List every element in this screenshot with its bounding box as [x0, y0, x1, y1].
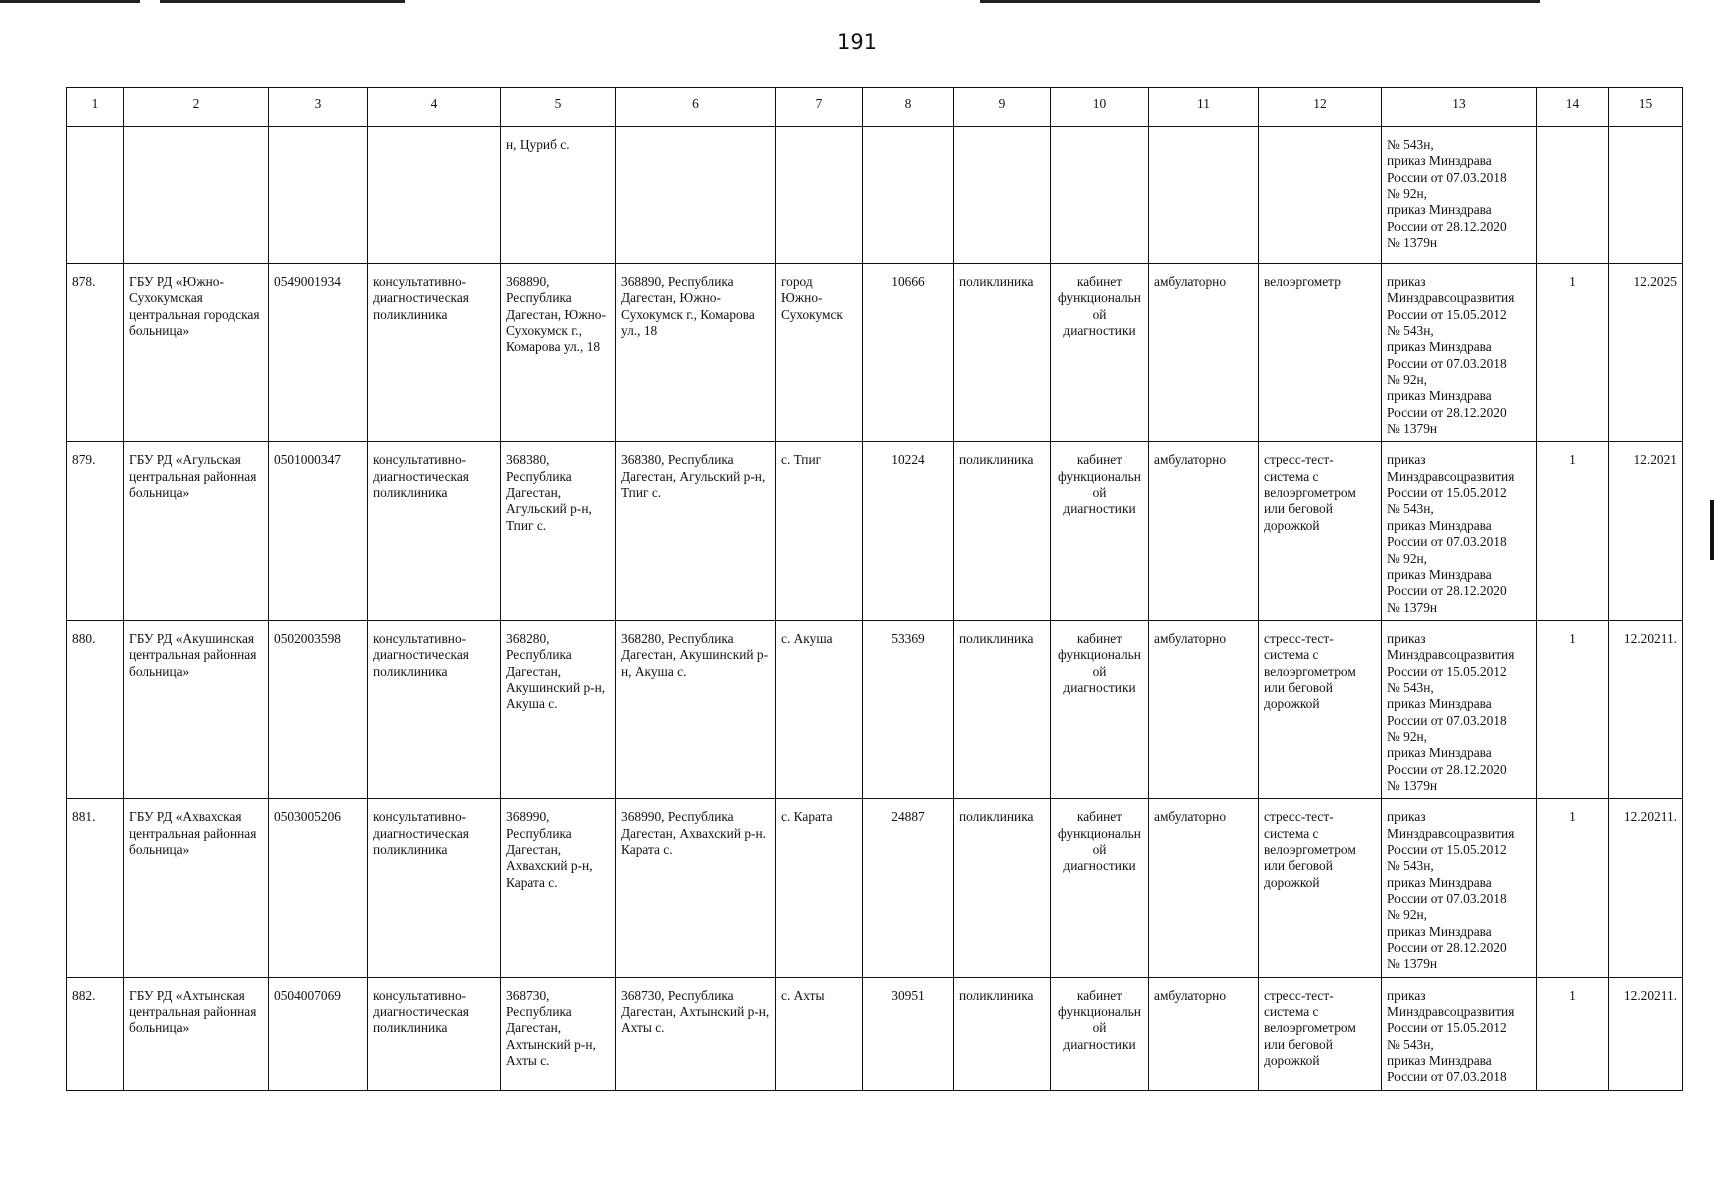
empty-cell — [1609, 127, 1683, 264]
empty-cell — [776, 127, 863, 264]
department: кабинет функциональной диагностики — [1051, 442, 1149, 620]
row-number: 880. — [67, 620, 124, 798]
scan-edge-line — [160, 0, 405, 3]
settlement: с. Тпиг — [776, 442, 863, 620]
equipment: стресс-тест-система с велоэргометром или беговой дорожкой — [1259, 977, 1382, 1090]
column-number: 9 — [954, 88, 1051, 127]
quantity: 1 — [1537, 977, 1609, 1090]
row-number: 879. — [67, 442, 124, 620]
column-number: 14 — [1537, 88, 1609, 127]
facility-type: консультативно-диагностическая поликлиника — [368, 620, 501, 798]
quantity: 1 — [1537, 799, 1609, 977]
department: кабинет функциональной диагностики — [1051, 620, 1149, 798]
date: 12.20211. — [1609, 799, 1683, 977]
care-form: амбулаторно — [1149, 264, 1259, 442]
organization-name: ГБУ РД «Южно-Сухокумская центральная городская больница» — [124, 264, 269, 442]
address-legal: 368890, Республика Дагестан, Южно-Сухокумск г., Комарова ул., 18 — [501, 264, 616, 442]
column-number: 5 — [501, 88, 616, 127]
row-number: 882. — [67, 977, 124, 1090]
scan-edge-mark — [1710, 500, 1714, 560]
empty-cell — [1051, 127, 1149, 264]
quantity: 1 — [1537, 620, 1609, 798]
row-number: 881. — [67, 799, 124, 977]
care-form: амбулаторно — [1149, 799, 1259, 977]
unit: поликлиника — [954, 977, 1051, 1090]
organization-name: ГБУ РД «Акушинская центральная районная больница» — [124, 620, 269, 798]
column-number: 1 — [67, 88, 124, 127]
address-legal-cell: н, Цуриб с. — [501, 127, 616, 264]
normative-docs: приказ Минздравсоцразвития России от 15.05.2012 № 543н, приказ Минздрава России от 07.03.2018 № 92н, приказ Минздрава России от 28.12.2020 № 1379н — [1382, 620, 1537, 798]
table-row — [67, 442, 1683, 620]
address-actual: 368990, Республика Дагестан, Ахвахский р-н. Карата с. — [616, 799, 776, 977]
department: кабинет функциональной диагностики — [1051, 264, 1149, 442]
inn-code: 0549001934 — [269, 264, 368, 442]
equipment: велоэргометр — [1259, 264, 1382, 442]
column-number: 12 — [1259, 88, 1382, 127]
organization-name: ГБУ РД «Агульская центральная районная больница» — [124, 442, 269, 620]
column-number: 4 — [368, 88, 501, 127]
population: 24887 — [863, 799, 954, 977]
normative-docs: приказ Минздравсоцразвития России от 15.05.2012 № 543н, приказ Минздрава России от 07.03.2018 — [1382, 977, 1537, 1090]
empty-cell — [954, 127, 1051, 264]
facility-type: консультативно-диагностическая поликлиника — [368, 442, 501, 620]
population: 30951 — [863, 977, 954, 1090]
column-number: 3 — [269, 88, 368, 127]
date: 12.20211. — [1609, 620, 1683, 798]
address-legal: 368730, Республика Дагестан, Ахтынский р-н, Ахты с. — [501, 977, 616, 1090]
empty-cell — [1537, 127, 1609, 264]
column-number: 6 — [616, 88, 776, 127]
address-legal: 368990, Республика Дагестан, Ахвахский р-н, Карата с. — [501, 799, 616, 977]
settlement: с. Ахты — [776, 977, 863, 1090]
unit: поликлиника — [954, 264, 1051, 442]
normative-docs: приказ Минздравсоцразвития России от 15.05.2012 № 543н, приказ Минздрава России от 07.03.2018 № 92н, приказ Минздрава России от 28.12.2020 № 1379н — [1382, 799, 1537, 977]
organization-name: ГБУ РД «Ахвахская центральная районная больница» — [124, 799, 269, 977]
settlement: с. Акуша — [776, 620, 863, 798]
scan-edge-line — [980, 0, 1540, 3]
address-legal: 368280, Республика Дагестан, Акушинский р-н, Акуша с. — [501, 620, 616, 798]
settlement: город Южно-Сухокумск — [776, 264, 863, 442]
scan-edge-line — [0, 0, 140, 3]
inn-code: 0502003598 — [269, 620, 368, 798]
empty-cell — [1149, 127, 1259, 264]
table-row — [67, 799, 1683, 977]
column-number: 13 — [1382, 88, 1537, 127]
unit: поликлиника — [954, 442, 1051, 620]
empty-cell — [616, 127, 776, 264]
equipment: стресс-тест-система с велоэргометром или беговой дорожкой — [1259, 442, 1382, 620]
column-number: 15 — [1609, 88, 1683, 127]
column-number-row — [67, 88, 1683, 127]
inn-code: 0501000347 — [269, 442, 368, 620]
empty-cell — [269, 127, 368, 264]
organization-name: ГБУ РД «Ахтынская центральная районная больница» — [124, 977, 269, 1090]
inn-code: 0503005206 — [269, 799, 368, 977]
facility-type: консультативно-диагностическая поликлиника — [368, 264, 501, 442]
table-row — [67, 264, 1683, 442]
table-row — [67, 620, 1683, 798]
department: кабинет функциональной диагностики — [1051, 977, 1149, 1090]
care-form: амбулаторно — [1149, 977, 1259, 1090]
empty-cell — [67, 127, 124, 264]
equipment: стресс-тест-система с велоэргометром или беговой дорожкой — [1259, 620, 1382, 798]
row-number: 878. — [67, 264, 124, 442]
unit: поликлиника — [954, 620, 1051, 798]
address-actual: 368890, Республика Дагестан, Южно-Сухокумск г., Комарова ул., 18 — [616, 264, 776, 442]
population: 10666 — [863, 264, 954, 442]
facility-type: консультативно-диагностическая поликлиника — [368, 799, 501, 977]
column-number: 7 — [776, 88, 863, 127]
inn-code: 0504007069 — [269, 977, 368, 1090]
empty-cell — [124, 127, 269, 264]
column-number: 11 — [1149, 88, 1259, 127]
population: 53369 — [863, 620, 954, 798]
care-form: амбулаторно — [1149, 442, 1259, 620]
empty-cell — [1259, 127, 1382, 264]
normative-docs: приказ Минздравсоцразвития России от 15.05.2012 № 543н, приказ Минздрава России от 07.03.2018 № 92н, приказ Минздрава России от 28.12.2020 № 1379н — [1382, 442, 1537, 620]
column-number: 8 — [863, 88, 954, 127]
address-actual: 368380, Республика Дагестан, Агульский р-н, Тпиг с. — [616, 442, 776, 620]
table-row — [67, 977, 1683, 1090]
care-form: амбулаторно — [1149, 620, 1259, 798]
quantity: 1 — [1537, 264, 1609, 442]
date: 12.2021 — [1609, 442, 1683, 620]
date: 12.20211. — [1609, 977, 1683, 1090]
page-number: 191 — [836, 30, 878, 54]
date: 12.2025 — [1609, 264, 1683, 442]
address-actual: 368730, Республика Дагестан, Ахтынский р-н, Ахты с. — [616, 977, 776, 1090]
facility-type: консультативно-диагностическая поликлиника — [368, 977, 501, 1090]
empty-cell — [368, 127, 501, 264]
quantity: 1 — [1537, 442, 1609, 620]
department: кабинет функциональной диагностики — [1051, 799, 1149, 977]
unit: поликлиника — [954, 799, 1051, 977]
normative-docs: приказ Минздравсоцразвития России от 15.05.2012 № 543н, приказ Минздрава России от 07.03.2018 № 92н, приказ Минздрава России от 28.12.2020 № 1379н — [1382, 264, 1537, 442]
register-table — [66, 87, 1683, 1091]
settlement: с. Карата — [776, 799, 863, 977]
normative-cell: № 543н, приказ Минздрава России от 07.03.2018 № 92н, приказ Минздрава России от 28.12.2020 № 1379н — [1382, 127, 1537, 264]
column-number: 2 — [124, 88, 269, 127]
population: 10224 — [863, 442, 954, 620]
equipment: стресс-тест-система с велоэргометром или беговой дорожкой — [1259, 799, 1382, 977]
column-number: 10 — [1051, 88, 1149, 127]
address-legal: 368380, Республика Дагестан, Агульский р-н, Тпиг с. — [501, 442, 616, 620]
address-actual: 368280, Республика Дагестан, Акушинский р-н, Акуша с. — [616, 620, 776, 798]
empty-cell — [863, 127, 954, 264]
continuation-row — [67, 127, 1683, 264]
